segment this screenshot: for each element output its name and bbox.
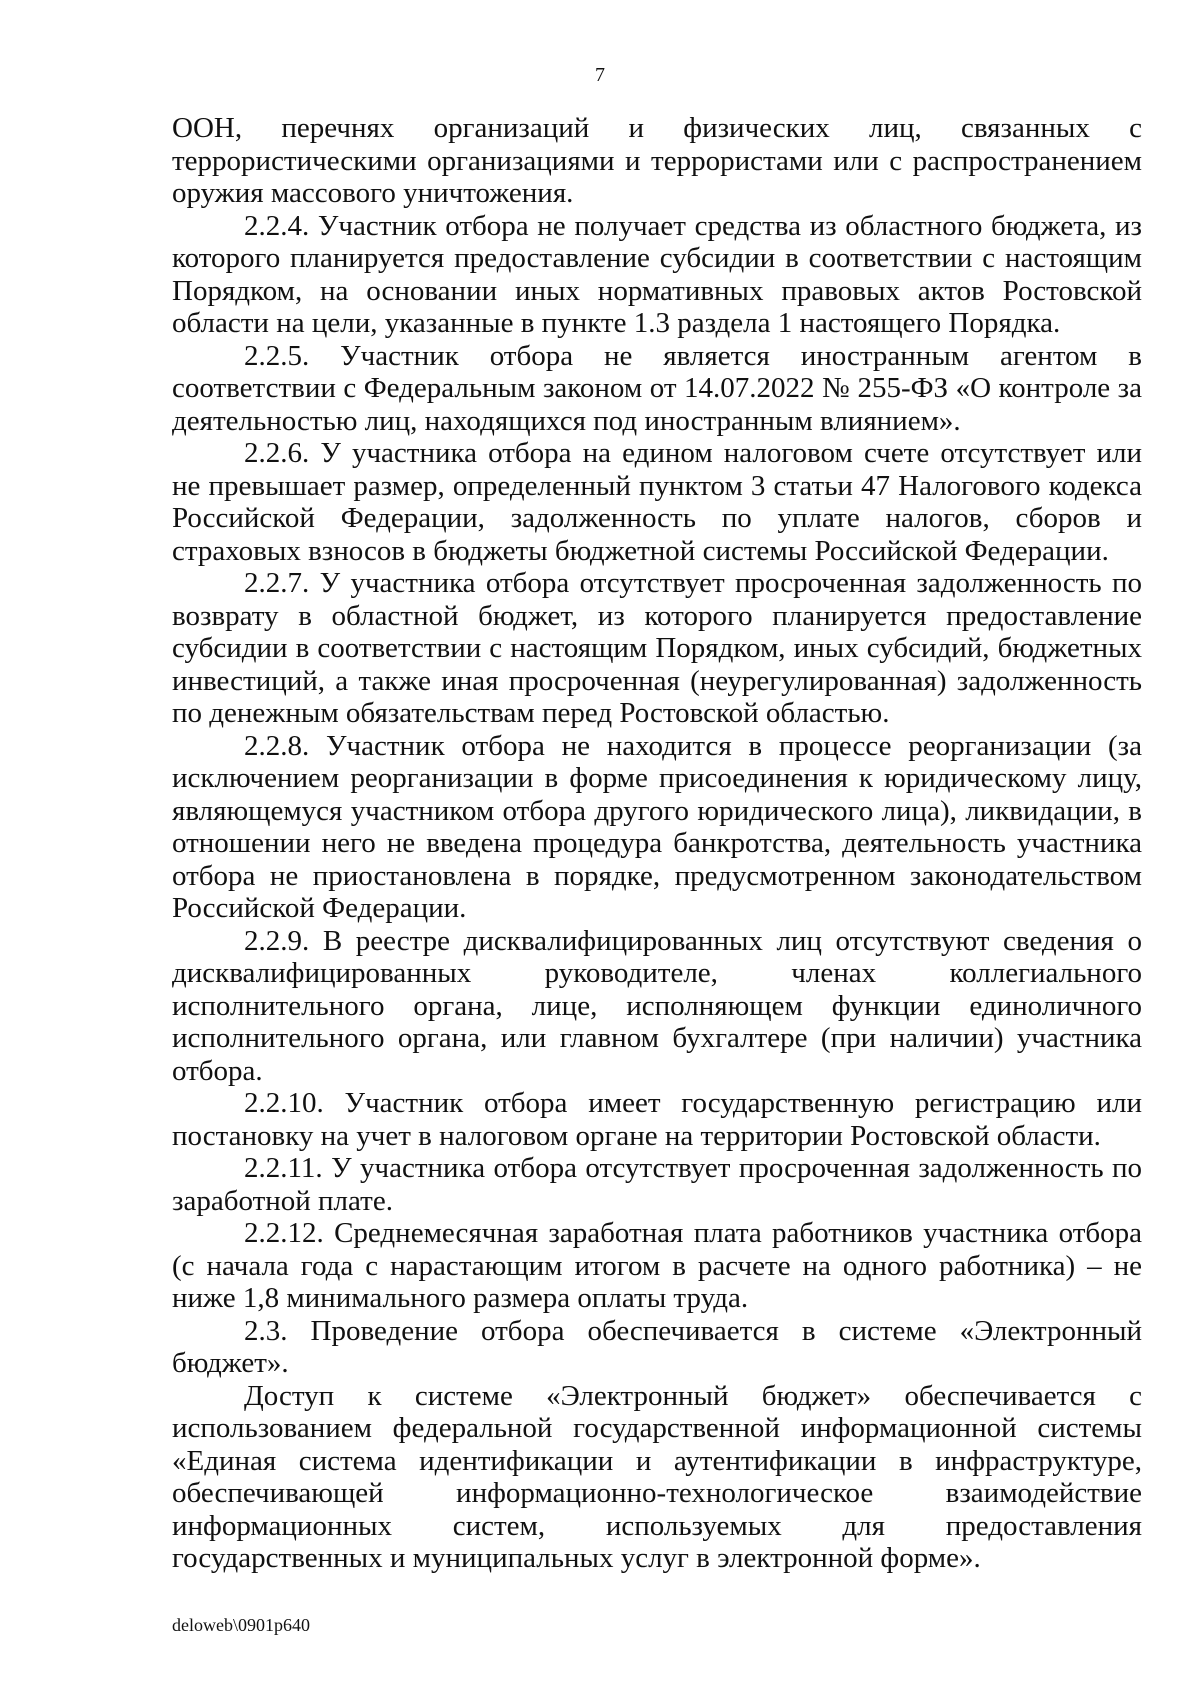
paragraph-2-3: 2.3. Проведение отбора обеспечивается в системе «Электронный бюджет». [172, 1314, 1142, 1379]
paragraph-2-2-8: 2.2.8. Участник отбора не находится в процессе реорганизации (за исключением реорганизации в форме присоединения к юридическому лицу, являющемуся участником отбора другого юридического лица), ликвидации, в отношении него не введена процедура банкротства, деятельность участника отбора не приостановлена в порядке, предусмотренном законодательством Российской Федерации. [172, 729, 1142, 924]
paragraph-2-2-4: 2.2.4. Участник отбора не получает средства из областного бюджета, из которого планируется предоставление субсидии в соответствии с настоящим Порядком, на основании иных нормативных правовых актов Ростовской области на цели, указанные в пункте 1.3 раздела 1 настоящего Порядка. [172, 209, 1142, 339]
paragraph-access: Доступ к системе «Электронный бюджет» обеспечивается с использованием федеральной государственной информационной системы «Единая система идентификации и аутентификации в инфраструктуре, обеспечивающей информационно-технологическое взаимодействие информационных систем, используемых для предоставления государственных и муниципальных услуг в электронной форме». [172, 1379, 1142, 1574]
paragraph-2-2-6: 2.2.6. У участника отбора на едином налоговом счете отсутствует или не превышает размер, определенный пунктом 3 статьи 47 Налогового кодекса Российской Федерации, задолженность по уплате налогов, сборов и страховых взносов в бюджеты бюджетной системы Российской Федерации. [172, 437, 1142, 567]
paragraph-2-2-11: 2.2.11. У участника отбора отсутствует просроченная задолженность по заработной плате. [172, 1152, 1142, 1217]
paragraph-2-2-5: 2.2.5. Участник отбора не является иностранным агентом в соответствии с Федеральным законом от 14.07.2022 № 255-ФЗ «О контроле за деятельностью лиц, находящихся под иностранным влиянием». [172, 339, 1142, 437]
footer-code: deloweb\0901p640 [172, 1615, 310, 1635]
page-number: 7 [595, 64, 605, 86]
paragraph-2-2-12: 2.2.12. Среднемесячная заработная плата работников участника отбора (с начала года с нарастающим итогом в расчете на одного работника) – не ниже 1,8 минимального размера оплаты труда. [172, 1217, 1142, 1314]
paragraph-2-2-7: 2.2.7. У участника отбора отсутствует просроченная задолженность по возврату в областной бюджет, из которого планируется предоставление субсидии в соответствии с настоящим Порядком, иных субсидий, бюджетных инвестиций, а также иная просроченная (неурегулированная) задолженность по денежным обязательствам перед Ростовской областью. [172, 567, 1142, 729]
paragraph-2-2-9: 2.2.9. В реестре дисквалифицированных лиц отсутствуют сведения о дисквалифицированных руководителе, членах коллегиального исполнительного органа, лице, исполняющем функции единоличного исполнительного органа, или главном бухгалтере (при наличии) участника отбора. [172, 924, 1142, 1087]
paragraph-2-2-10: 2.2.10. Участник отбора имеет государственную регистрацию или постановку на учет в налоговом органе на территории Ростовской области. [172, 1087, 1142, 1152]
paragraph-continuation: ООН, перечнях организаций и физических лиц, связанных с террористическими организациями и террористами или с распространением оружия массового уничтожения. [172, 112, 1142, 209]
document-body [172, 112, 1142, 1575]
